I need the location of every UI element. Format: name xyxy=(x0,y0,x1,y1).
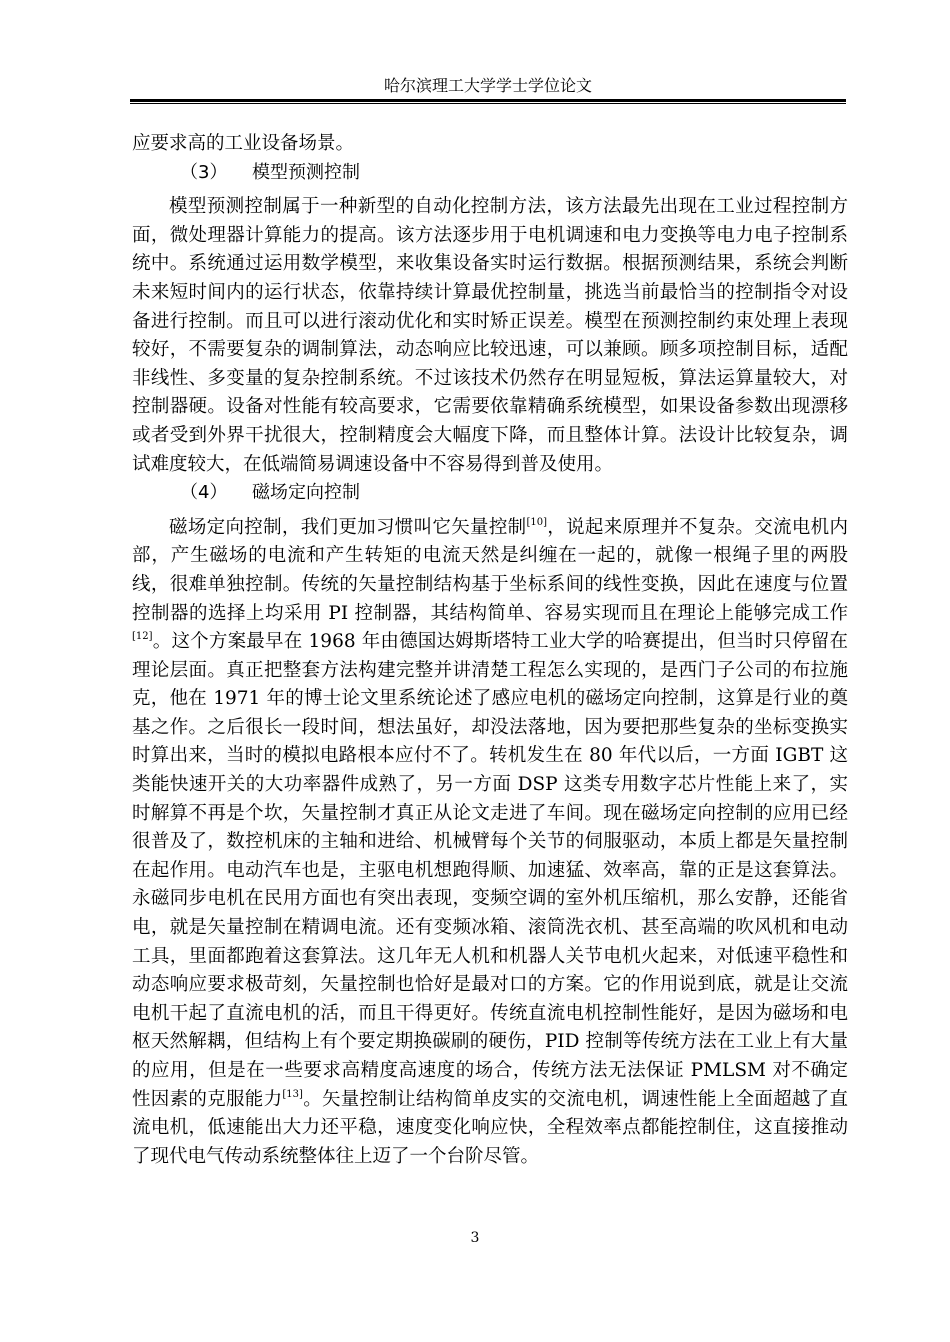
paragraph-text: 。矢量控制让结构简单皮实的交流电机，调速性能上全面超越了直流电机，低速能出大力还平稳，速度变化响应快，全程效率点都能控制住，这直接推动了现代电气传动系统整体往上迈了一个台阶尽管。 xyxy=(132,1088,848,1167)
section-number: （4） xyxy=(180,482,228,504)
section-title: 模型预测控制 xyxy=(252,161,360,183)
header-divider xyxy=(130,99,846,104)
section-number: （3） xyxy=(180,161,228,183)
section-heading-3 xyxy=(132,159,848,188)
running-header: 哈尔滨理工大学学士学位论文 xyxy=(383,76,592,95)
body-text xyxy=(132,130,848,1171)
paragraph-field-oriented-control xyxy=(132,514,848,1172)
paragraph-text: 。这个方案最早在 1968 年由德国达姆斯塔特工业大学的哈赛提出，但当时只停留在理论层面。真正把整套方法构建完整并讲清楚工程怎么实现的，是西门子公司的布拉施克，他在 1971 年的博士论文里系统论述了感应电机的磁场定向控制，这算是行业的奠基之作。之后很长一段时间，想法虽好，却没法落地，因为要把那些复杂的坐标变换实时算出来，当时的模拟电路根本应付不了。转机发生在 80 年代以后，一方面 IGBT 这类能快速开关的大功率器件成熟了，另一方面 DSP 这类专用数字芯片性能上来了，实时解算不再是个坎，矢量控制才真正从论文走进了车间。现在磁场定向控制的应用已经很普及了，数控机床的主轴和进给、机械臂每个关节的伺服驱动，本质上都是矢量控制在起作用。电动汽车也是，主驱电机想跑得顺、加速猛、效率高，靠的正是这套算法。永磁同步电机在民用方面也有突出表现，变频空调的室外机压缩机，那么安静，还能省电，就是矢量控制在精调电流。还有变频冰箱、滚筒洗衣机、甚至高端的吹风机和电动工具，里面都跑着这套算法。这几年无人机和机器人关节电机火起来，对低速平稳性和动态响应要求极苛刻，矢量控制也恰好是最对口的方案。它的作用说到底，就是让交流电机干起了直流电机的活，而且干得更好。传统直流电机控制性能好，是因为磁场和电枢天然解耦，但结构上有个要定期换碳刷的硬伤，PID 控制等传统方法在工业上有大量的应用，但是在一些要求高精度高速度的场合，传统方法无法保证 PMLSM 对不确定性因素的克服能力 xyxy=(132,631,848,1110)
section-heading-4 xyxy=(132,479,848,508)
citation-ref: [12] xyxy=(132,631,153,643)
paragraph-text: ，说起来原理并不复杂。交流电机内部，产生磁场的电流和产生转矩的电流天然是纠缠在一起的，就像一根绳子里的两股线，很难单独控制。传统的矢量控制结构基于坐标系间的线性变换，因此在速度与位置控制器的选择上均采用 PI 控制器，其结构简单、容易实现而且在理论上能够完成工作 xyxy=(132,516,848,624)
paragraph-model-predictive-control: 模型预测控制属于一种新型的自动化控制方法，该方法最先出现在工业过程控制方面，微处理器计算能力的提高。该方法逐步用于电机调速和电力变换等电力电子控制系统中。系统通过运用数学模型，来收集设备实时运行数据。根据预测结果，系统会判断未来短时间内的运行状态，依靠持续计算最优控制量，挑选当前最恰当的控制指令对设备进行控制。而且可以进行滚动优化和实时矫正误差。模型在预测控制约束处理上表现较好，不需要复杂的调制算法，动态响应比较迅速，可以兼顾。顾多项控制目标，适配非线性、多变量的复杂控制系统。不过该技术仍然存在明显短板，算法运算量较大，对控制器硬。设备对性能有较高要求，它需要依靠精确系统模型，如果设备参数出现漂移或者受到外界干扰很大，控制精度会大幅度下降，而且整体计算。法设计比较复杂，调试难度较大，在低端简易调速设备中不容易得到普及使用。 xyxy=(132,196,848,475)
citation-ref: [10] xyxy=(526,516,547,528)
paragraph-text: 磁场定向控制，我们更加习惯叫它矢量控制 xyxy=(169,516,527,538)
page-number: 3 xyxy=(470,1230,480,1246)
section-title: 磁场定向控制 xyxy=(252,482,360,504)
citation-ref: [13] xyxy=(282,1088,303,1100)
continuation-text: 应要求高的工业设备场景。 xyxy=(132,133,355,154)
